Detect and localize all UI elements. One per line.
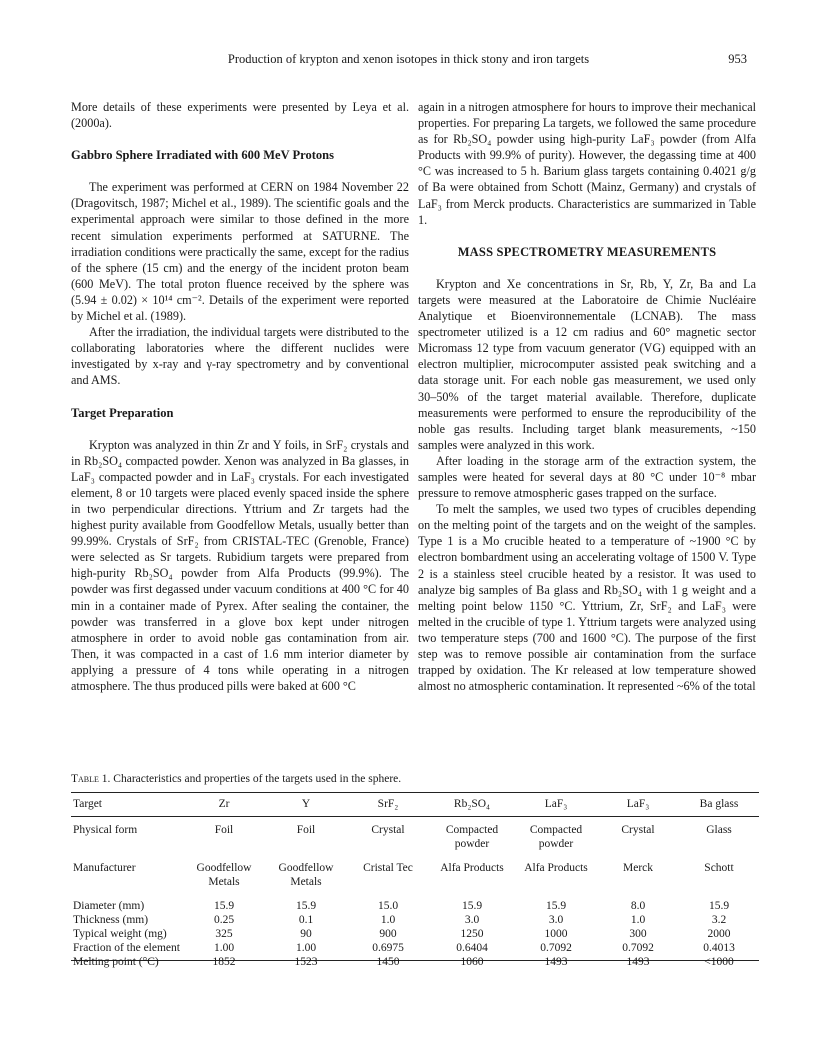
table-cell: 1852	[212, 956, 236, 968]
row-label: Typical weight (mg)	[73, 928, 167, 940]
table-cell: 1450	[376, 956, 400, 968]
paragraph-experiment: The experiment was performed at CERN on 1984 November 22 (Dragovitsch, 1987; Michel et al., 1989). The scientific goals and the experimental approach were similar to those defined in the more recent simulation experiments performed at SATURNE. The irradiation conditions were practically the same, except for the radius of the sphere (15 cm) and the energy of the incident proton beam (600 MeV). The total proton fluence received by the sphere was (5.94 ± 0.02) × 10¹⁴ cm⁻². Details of the experiment were reported by Michel et al. (1989).	[71, 180, 409, 324]
table-row-weight	[71, 927, 759, 941]
targets-table	[71, 797, 759, 969]
table-cell: 1250	[460, 928, 484, 940]
paragraph-melting: To melt the samples, we used two types of crucibles depending on the melting point of the targets and on the weight of the samples. Type 1 is a Mo crucible heated to a temperature of ~1900 °C by electron bombardment using an accelerating voltage of 1500 V. Type 2 is a stainless steel crucible heated by a resistor. It was used to analyze big samples of Ba glass and Rb₂SO₄ with 1 g weight and a melting point below 1150 °C. Yttrium, Zr, SrF₂ and LaF₃ were melted in the crucible of type 1. Yttrium targets were analyzed using two temperature steps (700 and 1600 °C). The purpose of the first step was to remove possible air contamination from the surface trapped by oxidation. The Kr released at low temperature showed almost no atmospheric contamination. It represented ~6% of the total	[418, 502, 756, 694]
table-caption-text: Characteristics and properties of the targets used in the sphere.	[113, 773, 402, 785]
heading-gabbro-sphere: Gabbro Sphere Irradiated with 600 MeV Protons	[71, 148, 334, 163]
table-cell: 2000	[707, 928, 731, 940]
row-label: Melting point (°C)	[73, 956, 159, 968]
paragraph-mass-spectrometry: Krypton and Xe concentrations in Sr, Rb, Y, Zr, Ba and La targets were measured at the Laboratoire de Chimie Nucléaire Analytique et Bioenvironnementale (LCNAB). The mass spectrometer utilized is a 12 cm radius and 60° magnetic sector Micromass 12 type from vacuum generator (VG) equipped with an electron multiplier, microcomputer assisted peak switching and a data storage unit. For each noble gas measurement, we used only 30–50% of the target material available. Therefore, duplicate measurements were performed to ensure the reproducibility of the noble gas results. Including target blank measurements, ~150 samples were analyzed in this work.	[418, 276, 756, 452]
table-cell: 1.0	[380, 914, 396, 926]
row-label: Physical form	[73, 824, 138, 836]
paragraph-loading: After loading in the storage arm of the extraction system, the samples were heated for several days at 80 °C under 10⁻⁸ mbar pressure to remove atmospheric gases trapped on the surface.	[418, 453, 756, 501]
table-top-rule	[71, 792, 759, 793]
header-cell: LaF₃	[544, 798, 568, 810]
table-row-melting-point	[71, 955, 759, 969]
table-cell: 1493	[544, 956, 568, 968]
table-cell: 0.7092	[622, 942, 654, 954]
table-cell: 15.9	[295, 900, 317, 912]
paragraph-continued: again in a nitrogen atmosphere for hours to improve their mechanical properties. For preparing La targets, we followed the same procedure as for Rb₂SO₄ powder using high-purity LaF₃ powder (from Alfa Products with 99.9% of purity). However, the degassing time at 400 °C was increased to 5 h. Barium glass targets containing 0.4021 g/g of Ba were obtained from Schott (Mainz, Germany) and crystals of LaF₃ from Merck products. Characteristics are summarized in Table 1.	[418, 100, 756, 227]
table-cell: 90	[300, 928, 312, 940]
table-cell: Crystal	[371, 824, 405, 836]
table-cell: Cristal Tec	[363, 862, 413, 874]
table-cell: Alfa Products	[524, 862, 588, 874]
table-cell: 0.1	[298, 914, 314, 926]
table-cell: Goodfellow Metals	[278, 862, 334, 888]
left-column	[71, 99, 409, 694]
running-title: Production of krypton and xenon isotopes in thick stony and iron targets	[227, 52, 590, 66]
table-cell: 300	[629, 928, 647, 940]
table-row-physical-form	[71, 823, 759, 851]
table-cell: 1493	[626, 956, 650, 968]
table-cell: 3.0	[464, 914, 480, 926]
table-cell: Goodfellow Metals	[196, 862, 252, 888]
table-cell: 15.9	[213, 900, 235, 912]
table-cell: 15.9	[461, 900, 483, 912]
table-cell: Alfa Products	[440, 862, 504, 874]
table-cell: 1000	[544, 928, 568, 940]
table-cell: Glass	[706, 824, 732, 836]
table-caption	[71, 773, 761, 785]
header-cell: SrF₂	[377, 798, 399, 810]
header-cell: Y	[301, 798, 311, 810]
table-row-fraction	[71, 941, 759, 955]
heading-target-preparation: Target Preparation	[71, 405, 174, 420]
table-cell: 325	[215, 928, 233, 940]
header-cell: LaF₃	[626, 798, 650, 810]
right-column	[418, 99, 756, 694]
header-cell: Zr	[218, 798, 230, 810]
table-caption-label: Table 1.	[71, 773, 111, 785]
table-cell: Crystal	[621, 824, 655, 836]
row-label: Manufacturer	[73, 862, 136, 874]
table-cell: 1.00	[213, 942, 235, 954]
row-label: Thickness (mm)	[73, 914, 149, 926]
table-cell: Foil	[214, 824, 234, 836]
table-cell: 0.25	[213, 914, 235, 926]
heading-mass-spectrometry: MASS SPECTROMETRY MEASUREMENTS	[457, 244, 717, 259]
table-cell: Merck	[622, 862, 653, 874]
table-cell: 0.4013	[703, 942, 735, 954]
table-cell: Compacted powder	[445, 824, 499, 850]
table-cell: 3.0	[548, 914, 564, 926]
table-cell: Foil	[296, 824, 316, 836]
paragraph-intro: More details of these experiments were presented by Leya et al. (2000a).	[71, 100, 409, 131]
table-cell: 1.0	[630, 914, 646, 926]
header-cell: Ba glass	[699, 798, 739, 810]
table-cell: 900	[379, 928, 397, 940]
running-header	[0, 52, 817, 70]
paragraph-after-irradiation: After the irradiation, the individual targets were distributed to the collaborating laboratories where the different nuclides were investigated by x-ray and γ-ray spectrometry and by conventional and AMS.	[71, 325, 409, 388]
table-cell: 1060	[460, 956, 484, 968]
table-cell: Compacted powder	[529, 824, 583, 850]
table-cell: <1000	[704, 956, 734, 968]
paragraph-krypton-targets: Krypton was analyzed in thin Zr and Y foils, in SrF₂ crystals and in Rb₂SO₄ compacted powder. Xenon was analyzed in Ba glasses, in LaF₃ compacted powder and in LaF₃ crystals. For each investigated element, 8 or 10 targets were placed evenly spaced inside the sphere in two perpendicular directions. Yttrium and Zr targets had the highest purity available from Goodfellow Metals, usually better than 99.99%. Crystals of SrF₂ from CRISTAL-TEC (Grenoble, France) were selected as Sr targets. Rubidium targets were prepared from high-purity Rb₂SO₄ powder from Alfa Products (99.9%). The powder was first degassed under vacuum conditions at 400 °C for 40 min in a container made of Pyrex. After sealing the container, the powder was transferred in a glove box kept under nitrogen atmosphere in order to avoid noble gas contamination from air. Then, it was compacted in a cast of 1.6 mm interior diameter by applying a pressure of 4 tons while operating in a nitrogen atmosphere. The thus produced pills were baked at 600 °C	[71, 437, 409, 693]
page-number: 953	[728, 52, 747, 66]
table-cell: 0.6404	[456, 942, 488, 954]
header-cell: Target	[73, 798, 102, 810]
table-cell: 8.0	[630, 900, 646, 912]
table-cell: 15.0	[377, 900, 399, 912]
table-cell: 0.7092	[540, 942, 572, 954]
table-cell: 1523	[294, 956, 318, 968]
row-label: Diameter (mm)	[73, 900, 145, 912]
row-label: Fraction of the element	[73, 942, 180, 954]
table-row-thickness	[71, 913, 759, 927]
table-cell: 15.9	[708, 900, 730, 912]
table-cell: 1.00	[295, 942, 317, 954]
table-cell: Schott	[704, 862, 734, 874]
header-cell: Rb₂SO₄	[453, 798, 491, 810]
table-row-manufacturer	[71, 861, 759, 889]
table-cell: 3.2	[711, 914, 727, 926]
table-header-row	[71, 797, 759, 817]
table-cell: 0.6975	[372, 942, 404, 954]
table-row-diameter	[71, 899, 759, 913]
table-cell: 15.9	[545, 900, 567, 912]
